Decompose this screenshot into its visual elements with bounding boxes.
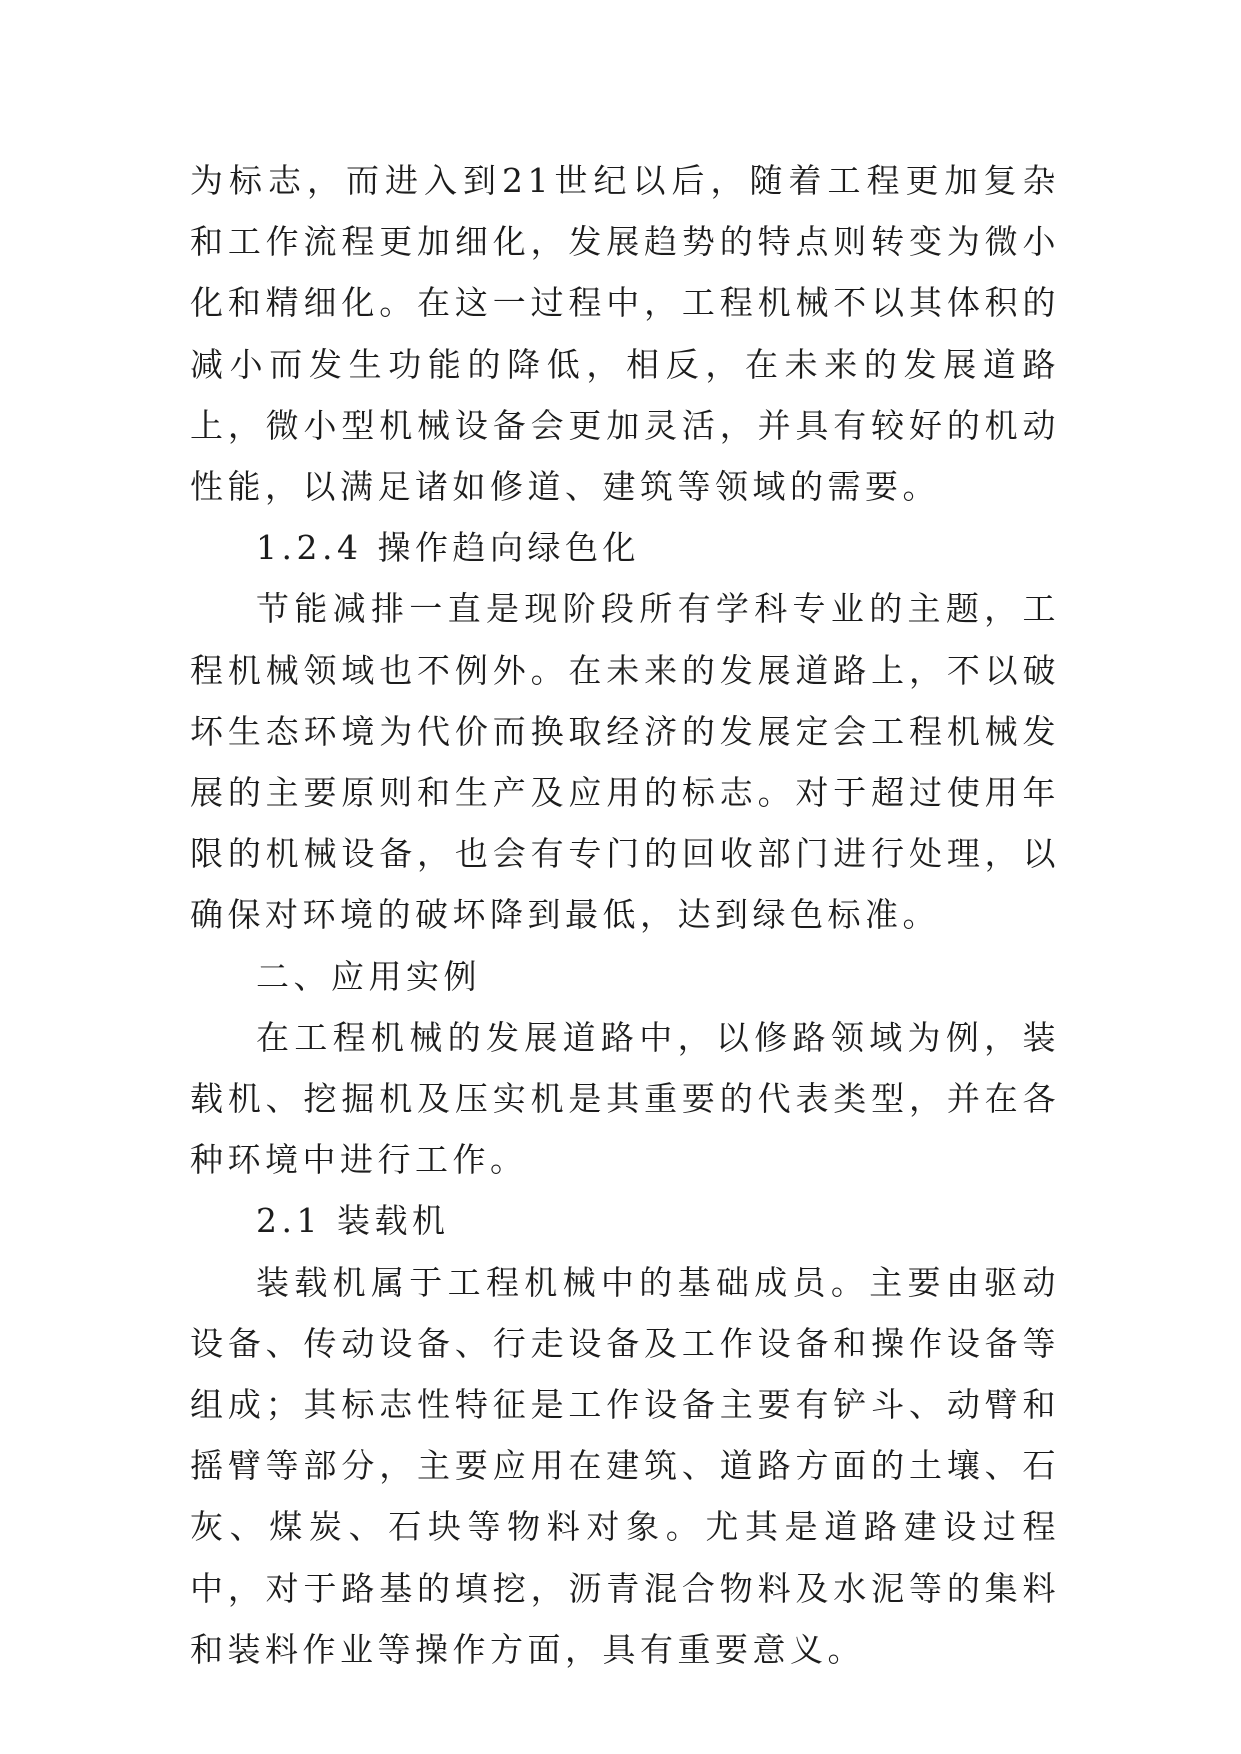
paragraph-loader-description: 装载机属于工程机械中的基础成员。主要由驱动设备、传动设备、行走设备及工作设备和操作设备等组成；其标志性特征是工作设备主要有铲斗、动臂和摇臂等部分，主要应用在建筑、道路方面的土壤、石灰、煤炭、石块等物料对象。尤其是道路建设过程中，对于路基的填挖，沥青混合物料及水泥等的集料和装料作业等操作方面，具有重要意义。: [190, 1262, 1060, 1669]
section-heading-1-2-4: 1.2.4 操作趋向绿色化: [256, 528, 640, 568]
paragraph-application-intro: 在工程机械的发展道路中，以修路领域为例，装载机、挖掘机及压实机是其重要的代表类型，并在各种环境中进行工作。: [190, 1017, 1060, 1180]
paragraph-miniaturization-continued: 为标志，而进入到21世纪以后，随着工程更加复杂和工作流程更加细化，发展趋势的特点则转变为微小化和精细化。在这一过程中，工程机械不以其体积的减小而发生功能的降低，相反，在未来的发展道路上，微小型机械设备会更加灵活，并具有较好的机动性能，以满足诸如修道、建筑等领域的需要。: [190, 161, 1060, 507]
paragraph-green-operation: 节能减排一直是现阶段所有学科专业的主题，工程机械领域也不例外。在未来的发展道路上，不以破坏生态环境为代价而换取经济的发展定会工程机械发展的主要原则和生产及应用的标志。对于超过使用年限的机械设备，也会有专门的回收部门进行处理，以确保对环境的破坏降到最低，达到绿色标准。: [190, 589, 1060, 935]
section-heading-2-1-loader: 2.1 装载机: [256, 1201, 450, 1241]
section-heading-application-examples: 二、应用实例: [256, 956, 481, 996]
document-body: [190, 150, 1060, 1680]
